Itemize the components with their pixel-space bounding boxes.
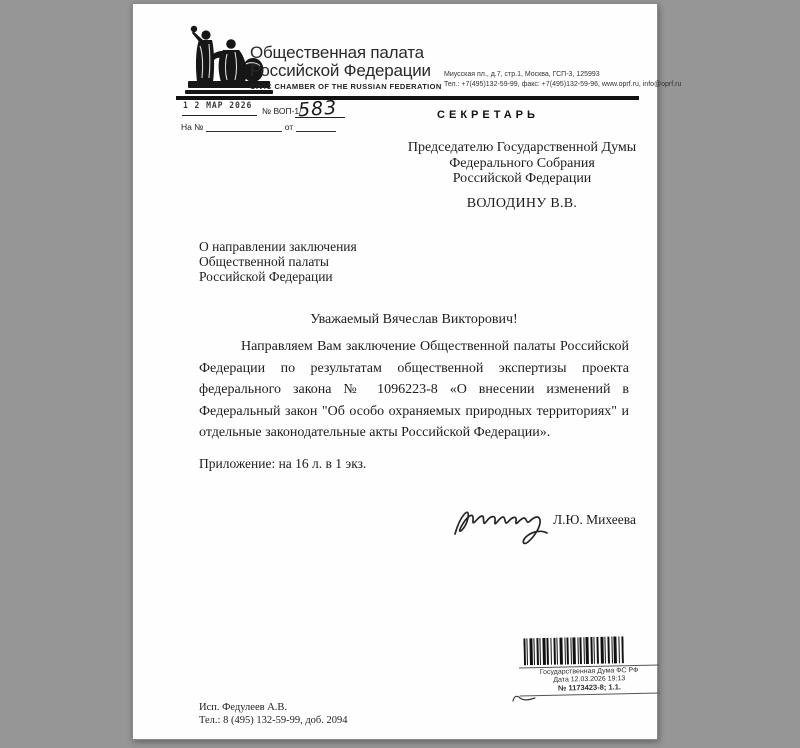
executor-block bbox=[199, 702, 348, 727]
duma-stamp-org: Государственная Дума ФС РФ bbox=[539, 666, 639, 677]
executor-phone: Тел.: 8 (495) 132-59-99, доб. 2094 bbox=[199, 714, 348, 726]
sender-post-title: СЕКРЕТАРЬ bbox=[437, 109, 539, 121]
salutation: Уважаемый Вячеслав Викторович! bbox=[310, 312, 518, 327]
ot-underline bbox=[296, 124, 336, 132]
attachment-line: Приложение: на 16 л. в 1 экз. bbox=[199, 456, 367, 471]
duma-registration-stamp bbox=[518, 636, 659, 697]
date-underline bbox=[182, 115, 257, 116]
duma-stamp-number: № 1173423-8; 1.1. bbox=[557, 682, 622, 693]
barcode-icon bbox=[523, 636, 624, 665]
handwritten-checkmark bbox=[511, 692, 537, 705]
handwritten-signature bbox=[451, 494, 551, 550]
org-name-ru-line2: Российской Федерации bbox=[250, 61, 431, 80]
org-name-en: CIVIC CHAMBER OF THE RUSSIAN FEDERATION bbox=[250, 82, 442, 91]
subject-line: Общественной палаты bbox=[199, 254, 330, 269]
signer-name: Л.Ю. Михеева bbox=[553, 512, 636, 527]
body-paragraph: Направляем Вам заключение Общественной палаты Российской Федерации по результатам общественной экспертизы проекта федерального закона № 1096223-8 «О внесении изменений в Федеральный закон "Об особо охраняемых природных территориях" и отдельные законодательные акты Российской Федерации». bbox=[199, 339, 629, 441]
number-underline bbox=[295, 117, 345, 118]
addressee-line: Председателю Государственной Думы bbox=[407, 140, 637, 155]
executor-name: Исп. Федулеев А.В. bbox=[199, 702, 288, 713]
na-underline bbox=[206, 124, 282, 132]
incoming-date-stamp: 1 2 МАР 2026 bbox=[183, 101, 253, 111]
subject-line: О направлении заключения bbox=[199, 239, 357, 254]
subject-line: Российской Федерации bbox=[199, 269, 333, 284]
duma-stamp-text bbox=[519, 665, 660, 697]
outgoing-number-handwritten: 583 bbox=[297, 96, 338, 122]
letter-page bbox=[132, 3, 682, 740]
org-address: Миусская пл., д.7, стр.1, Москва, ГСП-3, 125993 bbox=[444, 71, 600, 78]
letterhead-divider bbox=[176, 96, 639, 100]
na-label: На № bbox=[181, 122, 204, 132]
reply-reference-row bbox=[181, 122, 336, 132]
addressee-line: Российской Федерации bbox=[452, 171, 592, 186]
duma-stamp-date: Дата 12.03.2026 19:13 bbox=[553, 675, 626, 684]
ot-label: от bbox=[284, 122, 294, 132]
org-contact-block bbox=[444, 70, 682, 89]
org-title-block bbox=[250, 44, 450, 91]
outgoing-number-label: № ВОП-1/ bbox=[262, 106, 302, 116]
addressee-line: Федерального Собрания bbox=[449, 155, 595, 171]
subject-block bbox=[199, 239, 357, 284]
addressee-name: ВОЛОДИНУ В.В. bbox=[466, 195, 578, 211]
addressee-block bbox=[389, 140, 655, 211]
org-name-ru-line1: Общественная палата bbox=[250, 43, 424, 62]
org-phones: Тел.: +7(495)132-59-99, факс: +7(495)132-59-96, www.oprf.ru, info@oprf.ru bbox=[444, 80, 682, 88]
